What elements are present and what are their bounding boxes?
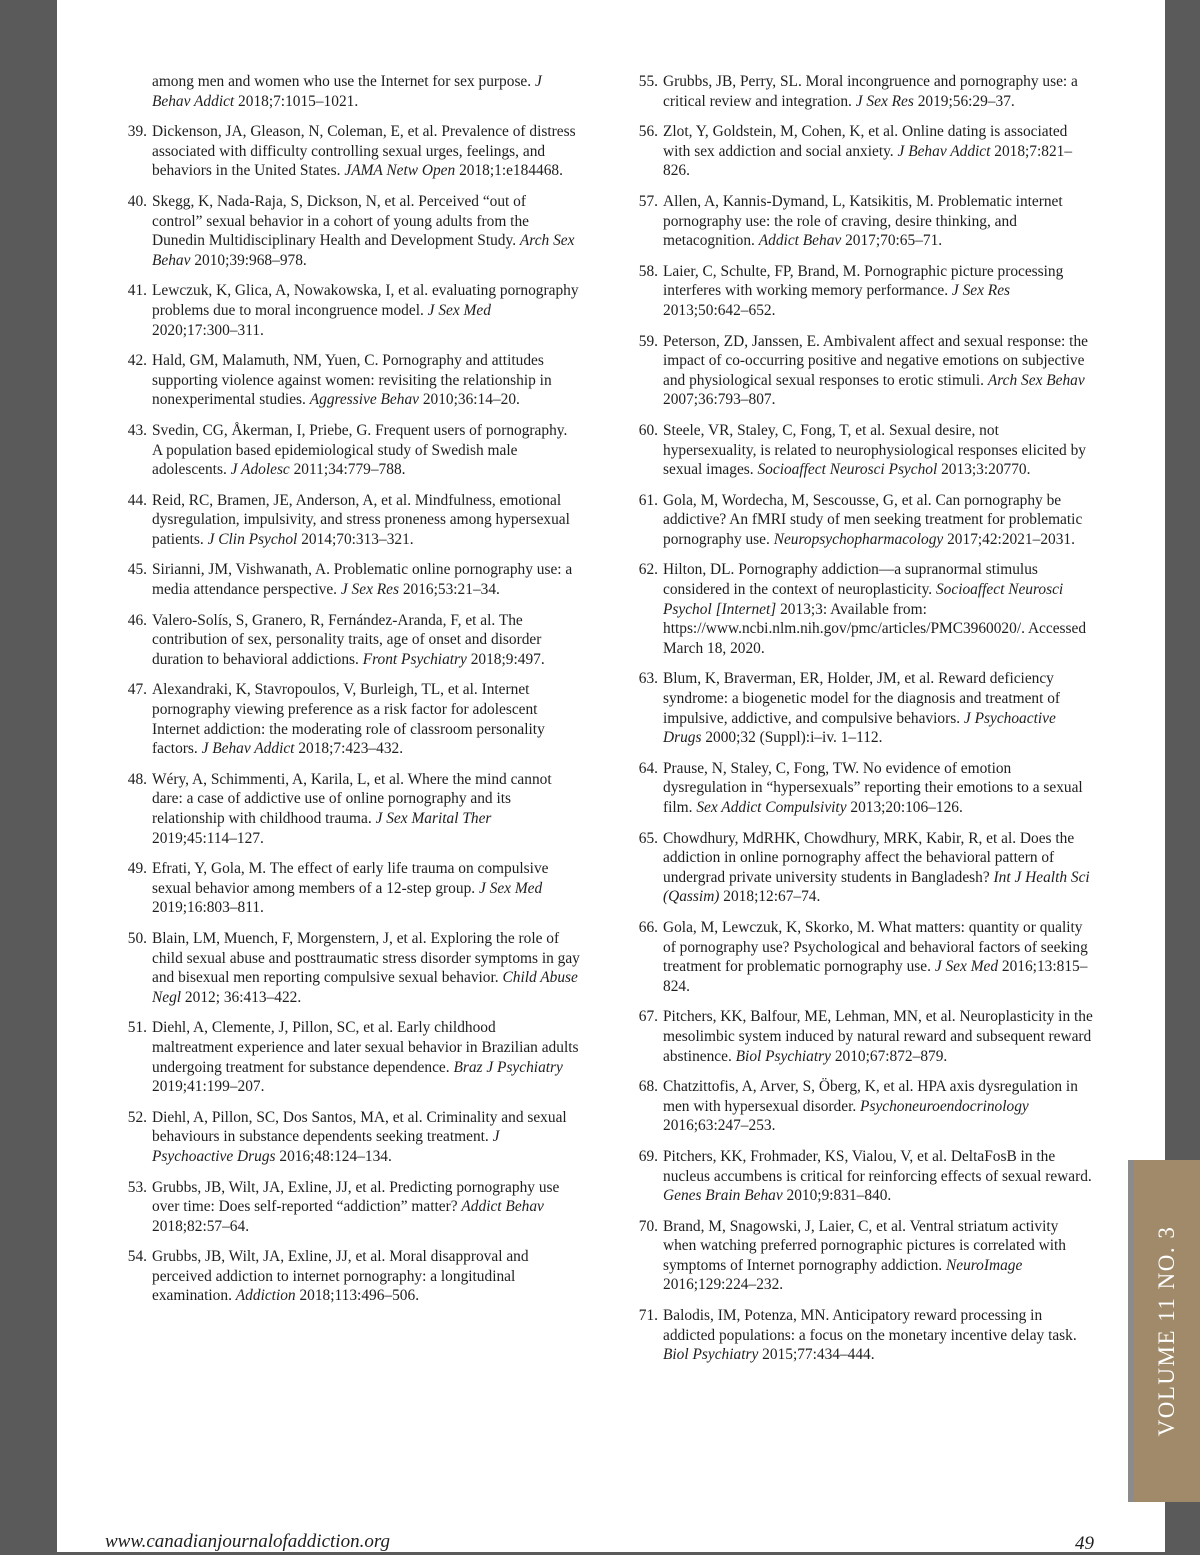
reference-citation: 2019;41:199–207. bbox=[152, 1078, 265, 1096]
reference-journal: Int J Health Sci (Qassim) bbox=[663, 868, 1090, 906]
reference-entry bbox=[635, 829, 1093, 907]
reference-entry bbox=[124, 1018, 580, 1096]
volume-label: VOLUME 11 NO. 3 bbox=[1154, 1225, 1179, 1437]
reference-entry bbox=[635, 262, 1093, 321]
reference-citation: 2018;82:57–64. bbox=[152, 1217, 250, 1235]
reference-journal: Child Abuse Negl bbox=[152, 969, 578, 1006]
reference-entry bbox=[635, 332, 1093, 410]
reference-number: 64. bbox=[638, 759, 658, 777]
reference-citation: 2013;3:20770. bbox=[937, 461, 1031, 479]
reference-text: Grubbs, JB, Wilt, JA, Exline, JJ, et al. Predicting pornography use over time: Does self-reported “addiction” matter? bbox=[152, 1178, 560, 1216]
reference-entry bbox=[124, 770, 580, 848]
reference-text: Hilton, DL. Pornography addiction—a supranormal stimulus considered in the context of neuroplasticity. bbox=[663, 561, 1038, 599]
reference-text: Wéry, A, Schimmenti, A, Karila, L, et al. Where the mind cannot dare: a case of addictive use of online pornography and its relationship with childhood trauma. bbox=[152, 770, 552, 827]
reference-journal: Neuropsychopharmacology bbox=[773, 530, 944, 548]
reference-entry bbox=[124, 122, 580, 181]
reference-entry bbox=[124, 421, 580, 480]
reference-number: 42. bbox=[127, 352, 147, 370]
reference-number: 65. bbox=[638, 829, 658, 847]
reference-entry bbox=[635, 72, 1093, 111]
reference-citation: 2010;36:14–20. bbox=[418, 391, 520, 409]
reference-citation: 2013;3: Available from: https://www.ncbi.nlm.nih.gov/pmc/articles/PMC3960020/. Accessed March 18, 2020. bbox=[663, 600, 1087, 657]
reference-citation: 2013;50:642–652. bbox=[663, 301, 776, 319]
reference-text: Lewczuk, K, Glica, A, Nowakowska, I, et al. evaluating pornography problems due to moral incongruence model. bbox=[152, 282, 579, 319]
reference-number: 41. bbox=[127, 282, 147, 300]
reference-journal: Psychoneuroendocrinology bbox=[860, 1097, 1029, 1115]
reference-entry bbox=[124, 929, 580, 1007]
reference-text: Pitchers, KK, Frohmader, KS, Vialou, V, et al. DeltaFosB in the nucleus accumbens is critical for reinforcing effects of sexual reward. bbox=[663, 1147, 1092, 1185]
reference-journal: J Sex Med bbox=[478, 879, 543, 897]
reference-entry bbox=[124, 611, 580, 670]
reference-citation: 2010;39:968–978. bbox=[190, 251, 307, 269]
reference-number: 47. bbox=[127, 681, 147, 699]
reference-journal: J Sex Marital Ther bbox=[375, 810, 492, 827]
reference-text: Zlot, Y, Goldstein, M, Cohen, K, et al. Online dating is associated with sex addiction and social anxiety. bbox=[663, 123, 1068, 160]
reference-citation: 2018;12:67–74. bbox=[719, 888, 821, 906]
reference-citation: 2018;7:821–826. bbox=[663, 142, 1073, 180]
reference-entry bbox=[635, 1007, 1093, 1066]
reference-number: 68. bbox=[638, 1078, 658, 1096]
reference-journal: J Behav Addict bbox=[201, 740, 295, 758]
reference-citation: 2019;56:29–37. bbox=[913, 92, 1015, 110]
reference-text: Grubbs, JB, Wilt, JA, Exline, JJ, et al. Moral disapproval and perceived addiction to internet pornography: a longitudinal examination. bbox=[152, 1248, 529, 1305]
reference-number: 58. bbox=[638, 262, 658, 280]
reference-entry bbox=[124, 351, 580, 410]
reference-text: Brand, M, Snagowski, J, Laier, C, et al. Ventral striatum activity when watching preferred pornographic pictures is correlated with symptoms of Internet pornography addiction. bbox=[663, 1217, 1066, 1274]
reference-journal: Socioaffect Neurosci Psychol bbox=[757, 461, 938, 479]
reference-text: Balodis, IM, Potenza, MN. Anticipatory reward processing in addicted populations: a focus on the monetary incentive delay task. bbox=[663, 1307, 1077, 1344]
reference-number: 61. bbox=[638, 491, 658, 509]
reference-journal: J Sex Med bbox=[934, 958, 999, 976]
reference-text: Alexandraki, K, Stavropoulos, V, Burleigh, TL, et al. Internet pornography viewing preference as a risk factor for adolescent Internet addiction: the moderating role of classroom personality factors. bbox=[152, 681, 545, 758]
reference-entry bbox=[635, 1077, 1093, 1136]
reference-number: 57. bbox=[638, 192, 658, 210]
reference-text: Skegg, K, Nada-Raja, S, Dickson, N, et al. Perceived “out of control” sexual behavior in a cohort of young adults from the Dunedin Multidisciplinary Health and Development Study. bbox=[152, 192, 529, 250]
reference-number: 63. bbox=[638, 670, 658, 688]
reference-entry bbox=[635, 1306, 1093, 1365]
reference-number: 52. bbox=[127, 1108, 147, 1126]
reference-entry bbox=[124, 1108, 580, 1167]
reference-text: Sirianni, JM, Vishwanath, A. Problematic online pornography use: a media attendance perspective. bbox=[152, 561, 573, 599]
reference-citation: 2010;9:831–840. bbox=[782, 1187, 892, 1205]
reference-citation: 2018;113:496–506. bbox=[295, 1287, 420, 1305]
reference-number: 62. bbox=[638, 561, 658, 579]
reference-text: Prause, N, Staley, C, Fong, TW. No evidence of emotion dysregulation in “hypersexuals” reporting their emotions to a sexual film. bbox=[663, 759, 1083, 816]
reference-journal: Biol Psychiatry bbox=[735, 1047, 831, 1065]
reference-text: Peterson, ZD, Janssen, E. Ambivalent affect and sexual response: the impact of co-occurring positive and negative emotions on subjective and physiological sexual responses to erotic stimuli. bbox=[663, 332, 1088, 389]
reference-entry bbox=[124, 72, 580, 111]
reference-text: Efrati, Y, Gola, M. The effect of early life trauma on compulsive sexual behavior among members of a 12-step group. bbox=[152, 860, 549, 897]
reference-number: 48. bbox=[127, 770, 147, 788]
reference-journal: J Sex Res bbox=[855, 92, 914, 110]
document-page bbox=[57, 0, 1165, 1552]
reference-number: 53. bbox=[127, 1178, 147, 1196]
reference-entry bbox=[124, 281, 580, 340]
reference-journal: Sex Addict Compulsivity bbox=[696, 799, 847, 816]
reference-entry bbox=[635, 560, 1093, 658]
reference-entry bbox=[635, 1217, 1093, 1295]
reference-citation: 2019;16:803–811. bbox=[152, 899, 264, 917]
reference-journal: Braz J Psychiatry bbox=[453, 1058, 563, 1076]
reference-text: Hald, GM, Malamuth, NM, Yuen, C. Pornography and attitudes supporting violence against women: revisiting the relationship in nonexperimental studies. bbox=[152, 352, 552, 409]
reference-journal: JAMA Netw Open bbox=[344, 162, 456, 180]
reference-citation: 2011;34:779–788. bbox=[289, 461, 406, 479]
reference-journal: Socioaffect Neurosci Psychol [Internet] bbox=[663, 581, 1064, 618]
reference-number: 67. bbox=[638, 1008, 658, 1026]
reference-number: 51. bbox=[127, 1019, 147, 1037]
reference-citation: 2019;45:114–127. bbox=[152, 829, 264, 847]
reference-entry bbox=[124, 1178, 580, 1237]
reference-text: Valero-Solís, S, Granero, R, Fernández-Aranda, F, et al. The contribution of sex, personality traits, age of onset and disorder duration to behavioral addictions. bbox=[152, 611, 542, 668]
reference-journal: Arch Sex Behav bbox=[152, 232, 575, 269]
reference-number: 70. bbox=[638, 1217, 658, 1235]
reference-text: Grubbs, JB, Perry, SL. Moral incongruence and pornography use: a critical review and integration. bbox=[663, 73, 1078, 110]
reference-number: 39. bbox=[127, 123, 147, 141]
reference-number: 46. bbox=[127, 611, 147, 629]
reference-citation: 2015;77:434–444. bbox=[758, 1346, 875, 1364]
reference-citation: 2017;42:2021–2031. bbox=[943, 530, 1075, 548]
reference-entry bbox=[124, 192, 580, 270]
reference-text: Reid, RC, Bramen, JE, Anderson, A, et al. Mindfulness, emotional dysregulation, impulsivity, and stress proneness among hypersexual patients. bbox=[152, 491, 570, 548]
reference-citation: 2018;1:e184468. bbox=[455, 162, 563, 180]
reference-entry bbox=[635, 669, 1093, 747]
reference-text: Diehl, A, Clemente, J, Pillon, SC, et al. Early childhood maltreatment experience and later sexual behavior in Brazilian adults undergoing treatment for substance dependence. bbox=[152, 1019, 579, 1076]
reference-text: Chowdhury, MdRHK, Chowdhury, MRK, Kabir, R, et al. Does the addiction in online pornography affect the behavioral pattern of undergrad private university students in Bangladesh? bbox=[663, 829, 1075, 886]
reference-text: among men and women who use the Internet for sex purpose. bbox=[152, 73, 535, 90]
reference-citation: 2018;7:1015–1021. bbox=[234, 92, 359, 110]
reference-entry bbox=[635, 192, 1093, 251]
reference-number: 45. bbox=[127, 561, 147, 579]
reference-journal: J Sex Med bbox=[427, 301, 491, 319]
reference-text: Blum, K, Braverman, ER, Holder, JM, et al. Reward deficiency syndrome: a biogenetic model for the diagnosis and treatment of impulsive, addictive, and compulsive behaviors. bbox=[663, 670, 1061, 727]
reference-citation: 2007;36:793–807. bbox=[663, 391, 776, 409]
reference-citation: 2016;48:124–134. bbox=[275, 1147, 392, 1165]
reference-citation: 2014;70:313–321. bbox=[297, 530, 414, 548]
reference-entry bbox=[635, 421, 1093, 480]
reference-entry bbox=[124, 680, 580, 758]
reference-journal: Biol Psychiatry bbox=[663, 1346, 759, 1364]
reference-column-left bbox=[124, 72, 580, 1317]
reference-citation: 2016;63:247–253. bbox=[663, 1117, 776, 1135]
reference-citation: 2018;9:497. bbox=[466, 650, 545, 668]
reference-citation: 2016;13:815–824. bbox=[663, 958, 1088, 995]
reference-journal: Front Psychiatry bbox=[362, 650, 467, 668]
reference-entry bbox=[635, 918, 1093, 996]
reference-number: 59. bbox=[638, 332, 658, 350]
reference-text: Svedin, CG, Åkerman, I, Priebe, G. Frequent users of pornography. A population based epidemiological study of Swedish male adolescents. bbox=[152, 421, 568, 479]
reference-number: 50. bbox=[127, 929, 147, 947]
reference-citation: 2000;32 (Suppl):i–iv. 1–112. bbox=[701, 729, 883, 747]
reference-entry bbox=[124, 859, 580, 918]
reference-number: 56. bbox=[638, 123, 658, 141]
reference-number: 60. bbox=[638, 421, 658, 439]
reference-citation: 2018;7:423–432. bbox=[294, 740, 404, 758]
reference-journal: J Clin Psychol bbox=[207, 530, 298, 548]
reference-number: 49. bbox=[127, 860, 147, 878]
reference-number: 54. bbox=[127, 1248, 147, 1266]
reference-number: 40. bbox=[127, 192, 147, 210]
reference-text: Laier, C, Schulte, FP, Brand, M. Pornographic picture processing interferes with working memory performance. bbox=[663, 262, 1064, 300]
reference-journal: Aggressive Behav bbox=[309, 391, 419, 409]
reference-text: Dickenson, JA, Gleason, N, Coleman, E, et al. Prevalence of distress associated with difficulty controlling sexual urges, feelings, and behaviors in the United States. bbox=[152, 123, 576, 180]
reference-citation: 2017;70:65–71. bbox=[841, 232, 943, 250]
reference-column-right bbox=[635, 72, 1093, 1376]
reference-journal: J Sex Res bbox=[340, 581, 399, 599]
footer-website-url[interactable]: www.canadianjournalofaddiction.org bbox=[105, 1531, 391, 1552]
reference-citation: 2016;129:224–232. bbox=[663, 1276, 784, 1294]
reference-number: 69. bbox=[638, 1147, 658, 1165]
reference-citation: 2020;17:300–311. bbox=[152, 321, 264, 339]
reference-journal: Addict Behav bbox=[461, 1198, 544, 1216]
reference-citation: 2012; 36:413–422. bbox=[181, 988, 302, 1006]
reference-citation: 2010;67:872–879. bbox=[830, 1047, 948, 1065]
reference-entry bbox=[635, 491, 1093, 550]
reference-journal: J Adolesc bbox=[230, 461, 290, 479]
reference-journal: J Psychoactive Drugs bbox=[663, 709, 1056, 747]
reference-entry bbox=[635, 1147, 1093, 1206]
reference-number: 71. bbox=[638, 1307, 658, 1325]
reference-journal: Genes Brain Behav bbox=[663, 1187, 783, 1205]
reference-journal: Addict Behav bbox=[758, 232, 842, 250]
reference-journal: J Behav Addict bbox=[897, 142, 991, 160]
reference-text: Steele, VR, Staley, C, Fong, T, et al. Sexual desire, not hypersexuality, is related to neurophysiological responses elicited by sexual images. bbox=[663, 421, 1086, 479]
page-number: 49 bbox=[1075, 1533, 1094, 1554]
reference-text: Blain, LM, Muench, F, Morgenstern, J, et al. Exploring the role of child sexual abuse and posttraumatic stress disorder symptoms in gay and bisexual men reporting compulsive sexual behavior. bbox=[152, 929, 580, 987]
reference-entry bbox=[635, 122, 1093, 181]
reference-entry bbox=[124, 560, 580, 599]
reference-entry bbox=[124, 1247, 580, 1306]
reference-citation: 2016;53:21–34. bbox=[398, 581, 500, 599]
reference-journal: Arch Sex Behav bbox=[987, 371, 1085, 389]
reference-text: Allen, A, Kannis-Dymand, L, Katsikitis, M. Problematic internet pornography use: the role of craving, desire thinking, and metacognition. bbox=[663, 192, 1063, 250]
reference-number: 55. bbox=[638, 73, 658, 90]
reference-entry bbox=[124, 491, 580, 550]
reference-text: Gola, M, Lewczuk, K, Skorko, M. What matters: quantity or quality of pornography use? Psychological and behavioral factors of seeking treatment for problematic pornography use. bbox=[663, 918, 1088, 976]
reference-journal: J Behav Addict bbox=[152, 73, 542, 110]
reference-text: Chatzittofis, A, Arver, S, Öberg, K, et al. HPA axis dysregulation in men with hypersexual disorder. bbox=[663, 1078, 1078, 1115]
reference-number: 66. bbox=[638, 918, 658, 936]
reference-number: 43. bbox=[127, 421, 147, 439]
reference-citation: 2013;20:106–126. bbox=[846, 799, 963, 816]
reference-journal: Addiction bbox=[235, 1287, 296, 1305]
reference-text: Gola, M, Wordecha, M, Sescousse, G, et al. Can pornography be addictive? An fMRI study of men seeking treatment for problematic pornography use. bbox=[663, 491, 1083, 548]
reference-entry bbox=[635, 759, 1093, 818]
reference-journal: J Sex Res bbox=[951, 282, 1011, 300]
reference-journal: J Psychoactive Drugs bbox=[152, 1128, 500, 1165]
reference-text: Pitchers, KK, Balfour, ME, Lehman, MN, et al. Neuroplasticity in the mesolimbic system induced by natural reward and subsequent reward abstinence. bbox=[663, 1008, 1093, 1065]
volume-side-tab bbox=[1128, 1160, 1200, 1502]
reference-journal: NeuroImage bbox=[945, 1256, 1023, 1274]
reference-text: Diehl, A, Pillon, SC, Dos Santos, MA, et al. Criminality and sexual behaviours in substance dependents seeking treatment. bbox=[152, 1108, 567, 1146]
reference-number: 44. bbox=[127, 491, 147, 509]
